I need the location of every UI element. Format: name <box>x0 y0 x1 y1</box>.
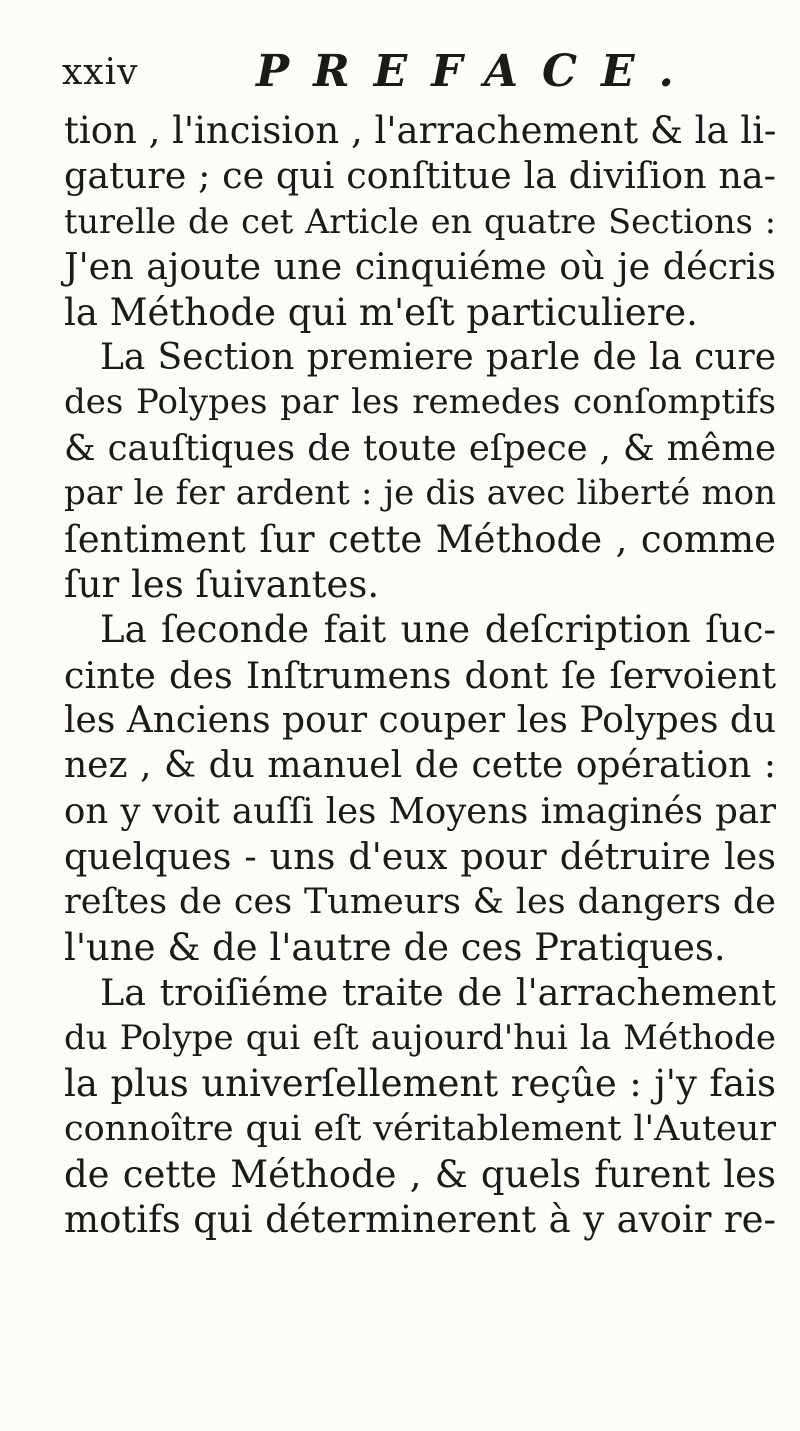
text-line: La Section premiere parle de la cure <box>100 336 776 378</box>
text-line: la Méthode qui m'eſt particuliere. <box>64 290 698 334</box>
text-line: La ſeconde fait une deſcription ſuc- <box>100 608 776 652</box>
text-line: l'une & de l'autre de ces Pratiques. <box>64 926 726 970</box>
text-line: des Polypes par les remedes conſomptifs <box>64 382 776 423</box>
text-line: & cauſtiques de toute eſpece , & même <box>64 427 776 469</box>
text-line: ſentiment ſur cette Méthode , comme <box>64 517 776 561</box>
text-line: on y voit auſſi les Moyens imaginés par <box>64 790 776 832</box>
text-line: la plus univerſellement reçûe : j'y fais <box>64 1062 776 1106</box>
text-line: par le fer ardent : je dis avec liberté mon <box>64 473 776 514</box>
text-line: connoître qui eſt véritablement l'Auteur <box>64 1108 776 1149</box>
text-line: de cette Méthode , & quels furent les <box>64 1152 776 1196</box>
text-line: cinte des Inſtrumens dont ſe ſervoient <box>64 653 776 697</box>
text-line: tion , l'incision , l'arrachement & la li- <box>64 109 777 152</box>
page-number: xxiv <box>62 52 139 93</box>
text-line: les Anciens pour couper les Polypes du <box>64 700 777 742</box>
text-line: La troiſiéme traite de l'arrachement <box>100 971 776 1015</box>
text-line: nez , & du manuel de cette opération : <box>64 745 776 787</box>
page-header <box>62 40 762 100</box>
text-line: gature ; ce qui conſtitue la diviſion na- <box>64 154 776 198</box>
text-line: reſtes de ces Tumeurs & les dangers de <box>64 881 776 922</box>
text-line: quelques - uns d'eux pour détruire les <box>64 835 776 879</box>
text-line: du Polype qui eſt aujourd'hui la Méthode <box>64 1017 776 1058</box>
text-line: ſur les ſuivantes. <box>64 562 380 606</box>
running-title: PREFACE. <box>256 46 698 97</box>
text-line: motifs qui déterminerent à y avoir re- <box>64 1198 776 1242</box>
body-text <box>64 108 776 1243</box>
text-line: turelle de cet Article en quatre Sections : <box>64 201 776 241</box>
text-line: J'en ajoute une cinquiéme où je décris <box>64 245 776 289</box>
